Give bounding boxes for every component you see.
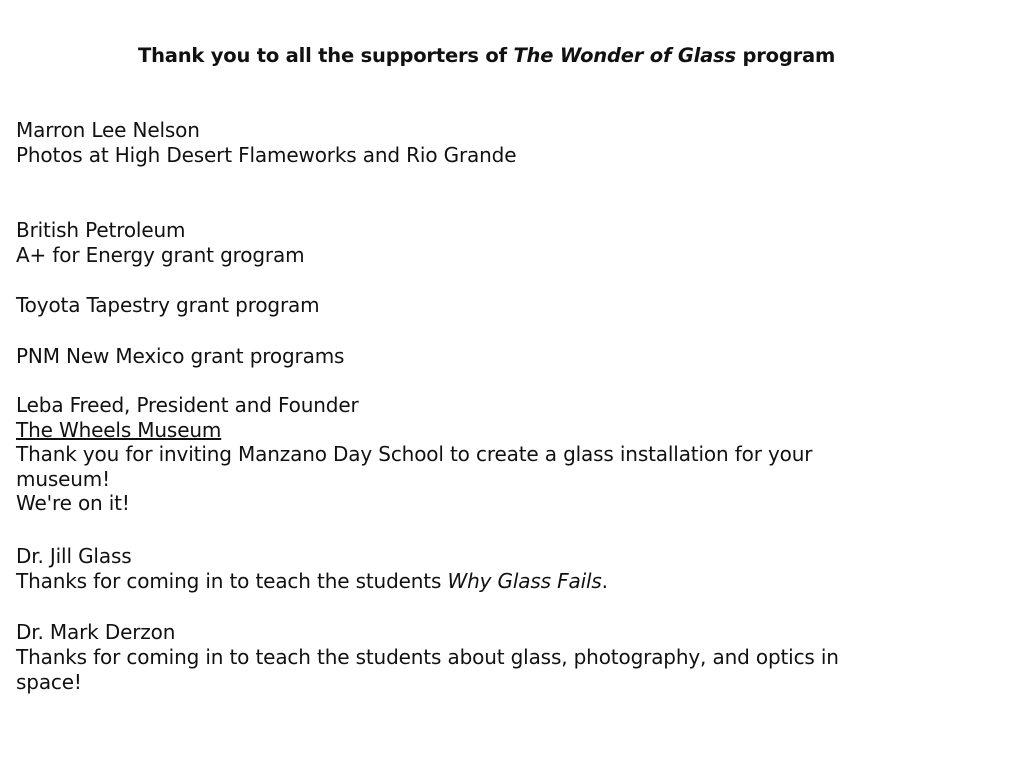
topic-title: Why Glass Fails — [447, 569, 602, 593]
supporter-nelson — [16, 118, 856, 168]
supporter-pnm — [16, 344, 856, 369]
supporter-message — [16, 569, 856, 594]
supporter-freed — [16, 393, 856, 516]
supporter-name: Marron Lee Nelson — [16, 118, 200, 142]
message-prefix: Thanks for coming in to teach the students — [16, 569, 448, 593]
supporter-bp — [16, 218, 856, 268]
supporter-name: Toyota Tapestry grant program — [16, 293, 320, 317]
title-suffix: program — [735, 44, 836, 67]
supporter-derzon — [16, 620, 856, 695]
supporter-message: Thank you for inviting Manzano Day School to create a glass installation for your museum! — [16, 442, 813, 491]
supporter-detail: Photos at High Desert Flameworks and Rio Grande — [16, 143, 517, 167]
supporter-name: Leba Freed, President and Founder — [16, 393, 359, 417]
supporter-name: British Petroleum — [16, 218, 186, 242]
supporter-name: PNM New Mexico grant programs — [16, 344, 345, 368]
supporter-closing: We're on it! — [16, 491, 130, 515]
program-name: The Wonder of Glass — [513, 44, 736, 67]
supporter-toyota — [16, 293, 856, 318]
supporter-detail: A+ for Energy grant grogram — [16, 243, 305, 267]
supporter-name: Dr. Jill Glass — [16, 544, 132, 568]
supporter-name: Dr. Mark Derzon — [16, 620, 176, 644]
title-prefix: Thank you to all the supporters of — [138, 44, 514, 67]
supporter-glass — [16, 544, 856, 594]
message-suffix: . — [601, 569, 608, 593]
page-title — [138, 44, 835, 67]
organization-name: The Wheels Museum — [16, 417, 222, 442]
supporter-message: Thanks for coming in to teach the students about glass, photography, and optics in space! — [16, 645, 839, 694]
